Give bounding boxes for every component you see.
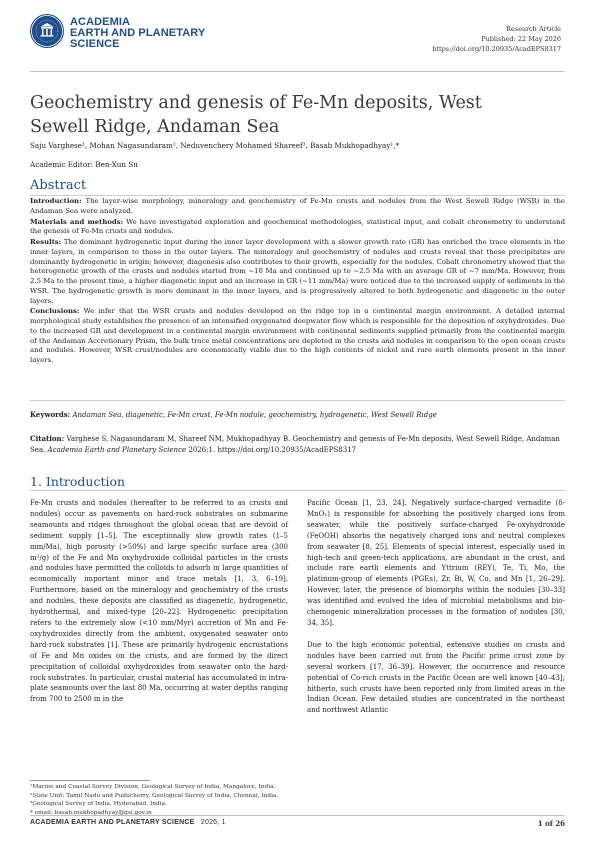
footnote-affiliation-3: ³Geological Survey of India, Hyderabad, India. xyxy=(30,801,167,807)
journal-name-line2: EARTH AND PLANETARY xyxy=(70,27,206,39)
journal-name-line3: SCIENCE xyxy=(70,38,120,50)
abstract-introduction xyxy=(30,197,565,217)
footer-journal xyxy=(30,819,226,826)
abstract-methods-label: Materials and methods: xyxy=(30,217,124,226)
footer-divider xyxy=(30,815,565,816)
abstract-results xyxy=(30,238,565,306)
doi-link[interactable]: https://doi.org/10.20935/AcadEPS8317 xyxy=(432,45,561,53)
abstract-body xyxy=(30,197,565,366)
abstract-intro-text: The layer-wise morphology, mineralogy and geochemistry of Fe-Mn crusts and nodules from the West Sewell Ridge (WSR) in the Andaman Sea were analyzed. xyxy=(30,197,565,215)
footer-journal-name: ACADEMIA EARTH AND PLANETARY SCIENCE xyxy=(30,819,195,826)
abstract-methods-text: We have investigated exploration and geochemical methodologies, statistical input, and cobalt chronometry to understand the genesis of Fe-Mn crusts and nodules. xyxy=(30,217,566,236)
body-column-left xyxy=(30,498,288,705)
body-column-right xyxy=(307,498,565,716)
page-number: 1 of 26 xyxy=(537,819,565,828)
author-list: Saju Varghese¹, Mohan Nagasundaram², Neduvenchery Mohamed Shareef³, Basab Mukhopadhyay¹,* xyxy=(30,141,400,150)
footer-year-volume: 2026, 1 xyxy=(200,819,226,826)
journal-name-line1: ACADEMIA xyxy=(70,16,131,28)
abstract-intro-label: Introduction: xyxy=(30,197,82,205)
abstract-divider xyxy=(30,195,565,196)
citation-text: Varghese S, Nagasundaram M, Shareef NM, Mukhopadhyay B. Geochemistry and genesis of Fe-Mn deposits, West Sewell Ridge, Andaman Sea. xyxy=(30,435,560,454)
journal-name xyxy=(70,17,205,50)
footnote-email[interactable]: * email: basab.mukhopadhyay@gsi.gov.in xyxy=(30,809,152,816)
keywords-divider xyxy=(30,400,565,401)
abstract-results-text: The dominant hydrogenetic input during the inner layer development with a slower growth rate (GR) has enriched the trace elements in the inner layers, in comparison to those in the outer layers. The mineralogy and geochemistry of nodules and crusts reveal that these precipitates are dominantly hydrogenetic in origin; however, diagenesis also contributes to their growth, especially for the nodules. Cobalt chronometry showed that the heterogenetic growth of the crusts and nodules started from ~10 Ma and continued up to ~2.5 Ma with an average GR of ~7 mm/Ma. However, from 2.5 Ma to the present time, a higher diagenetic input and an increase in GR (~11 mm/Ma) were noticed due to the increased supply of sediments in the WSR. The hydrogenetic growth is more dominant in the inner layers, and is progressively altered to both hydrogenetic and diagenetic in the outer layers. xyxy=(30,238,565,305)
academia-seal-icon xyxy=(30,14,64,48)
abstract-conclusions-text: We infer that the WSR crusts and nodules developed on the ridge top in a continental margin environment. A detailed internal morphological study establishes the presence of an intensified oxygenated deepwater flow which is responsible for the deposition of oxyhydroxides. Due to the increased GR and development in a continental margin environment with continental sediments supplied primarily from the continental margin of the Andaman Accretionary Prism, the bulk trace metal concentrations are depleted in the crusts and nodules in comparison to the open ocean crusts and nodules. However, WSR crust/nodules are economically viable due to the high contents of nickel and rare earth elements present in the inner layers. xyxy=(30,307,565,364)
affiliation-footnotes xyxy=(30,783,278,817)
article-type: Research Article xyxy=(506,25,561,33)
footnote-affiliation-2: ²State Unit: Tamil Nadu and Puducherry, Geological Survey of India, Chennai, India. xyxy=(30,792,279,799)
footnote-divider xyxy=(30,780,150,781)
abstract-results-label: Results: xyxy=(30,238,62,246)
body-paragraph: Fe-Mn crusts and nodules (hereafter to be referred to as crusts and nodules) occur as pavements on hard-rock substrates on submarine seamounts and ridges throughout the global ocean that are devoid of sediment supply [1–5]. The exceptionally slow growth rates (1–5 mm/Ma), high porosity (>50%) and large specific surface area (300 m²/g) of the Fe and Mn oxyhydroxide colloidal particles in the crusts and nodules have permitted the colloids to adsorb in large quantities of economically important minor and trace metals [1, 3, 6–19]. Furthermore, based on the mineralogy and geochemistry of the crusts and nodules, these deposits are classified as diagenetic, hydrogenetic, hydrothermal, and mixed-type [20–22]. Hydrogenetic precipitation refers to the extremely slow (<10 mm/Myr) accretion of Mn and Fe-oxyhydroxides directly from the ambient, oxygenated seawater onto hard-rock substrates [1]. These are primarily hydrogenic encrustations of Fe and Mn oxides on the crusts, and are formed by the direct precipitation of colloidal oxyhydroxides from seawater onto the hard-rock substrates. In particular, crustal material has accumulated in intra-plate seamounts over the last 80 Ma, occurring at water depths ranging from 700 to 2500 m in the xyxy=(30,499,288,704)
article-meta xyxy=(432,24,561,54)
keywords-label: Keywords: xyxy=(30,410,71,419)
body-paragraph: Due to the high economic potential, extensive studies on crusts and nodules have been carried out from the Pacific prime crust zone by several workers [17, 36–39]. However, the occurrence and resource potential of Co-rich crusts in the Pacific Ocean are well known [40–43]; hitherto, such crusts have been reported only from limited areas in the Indian Ocean. Few detailed studies are concentrated in the northeast and northwest Atlantic xyxy=(307,640,565,715)
published-date: Published: 22 May 2026 xyxy=(481,35,561,43)
citation-label: Citation: xyxy=(30,434,65,443)
article-title: Geochemistry and genesis of Fe-Mn deposits, West Sewell Ridge, Andaman Sea xyxy=(30,93,482,137)
abstract-methods xyxy=(30,218,565,238)
keywords xyxy=(30,410,565,420)
academic-editor: Academic Editor: Ben-Xun Su xyxy=(30,160,138,169)
abstract-conclusions-label: Conclusions: xyxy=(30,307,80,316)
citation-journal: Academia Earth and Planetary Science xyxy=(47,446,187,454)
footnote-affiliation-1: ¹Marine and Coastal Survey Division, Geological Survey of India, Mangalore, India. xyxy=(30,784,276,790)
body-paragraph: Pacific Ocean [1, 23, 24]. Negatively surface-charged vernadite (δ-MnO₂) is responsible for absorbing the positively charged ions from seawater, while the positively surface-charged Fe-oxyhydroxide (FeOOH) absorbs the negatively charged ions and neutral complexes from seawater [8, 25]. Elements of special interest, especially used in high-tech and green-tech applications, are abundant in the crust, and include rare earth elements and Yttrium (REY), Te, Ti, Mo, the platinum-group of elements (PGEs), Zr, Bi, W, Co, and Mn [1, 26–29]. However, later, the presence of biomorphs within the nodules [30–33] was identified and evolved the idea of microbial metabolisms and bio-chemogenic mineralization processes in the formation of nodules [30, 34, 35]. xyxy=(307,499,565,627)
citation-doi[interactable]: 2026;1. https://doi.org/10.20935/AcadEPS8317 xyxy=(186,446,357,454)
abstract-heading: Abstract xyxy=(30,178,87,193)
keywords-text: Andaman Sea, diagenetic, Fe-Mn crust, Fe-Mn nodule, geochemistry, hydrogenetic, West Sewell Ridge xyxy=(70,411,437,419)
section-heading-introduction: 1. Introduction xyxy=(30,474,126,489)
citation xyxy=(30,433,565,456)
introduction-divider xyxy=(30,490,565,491)
abstract-conclusions xyxy=(30,307,565,366)
header-divider xyxy=(30,71,565,72)
